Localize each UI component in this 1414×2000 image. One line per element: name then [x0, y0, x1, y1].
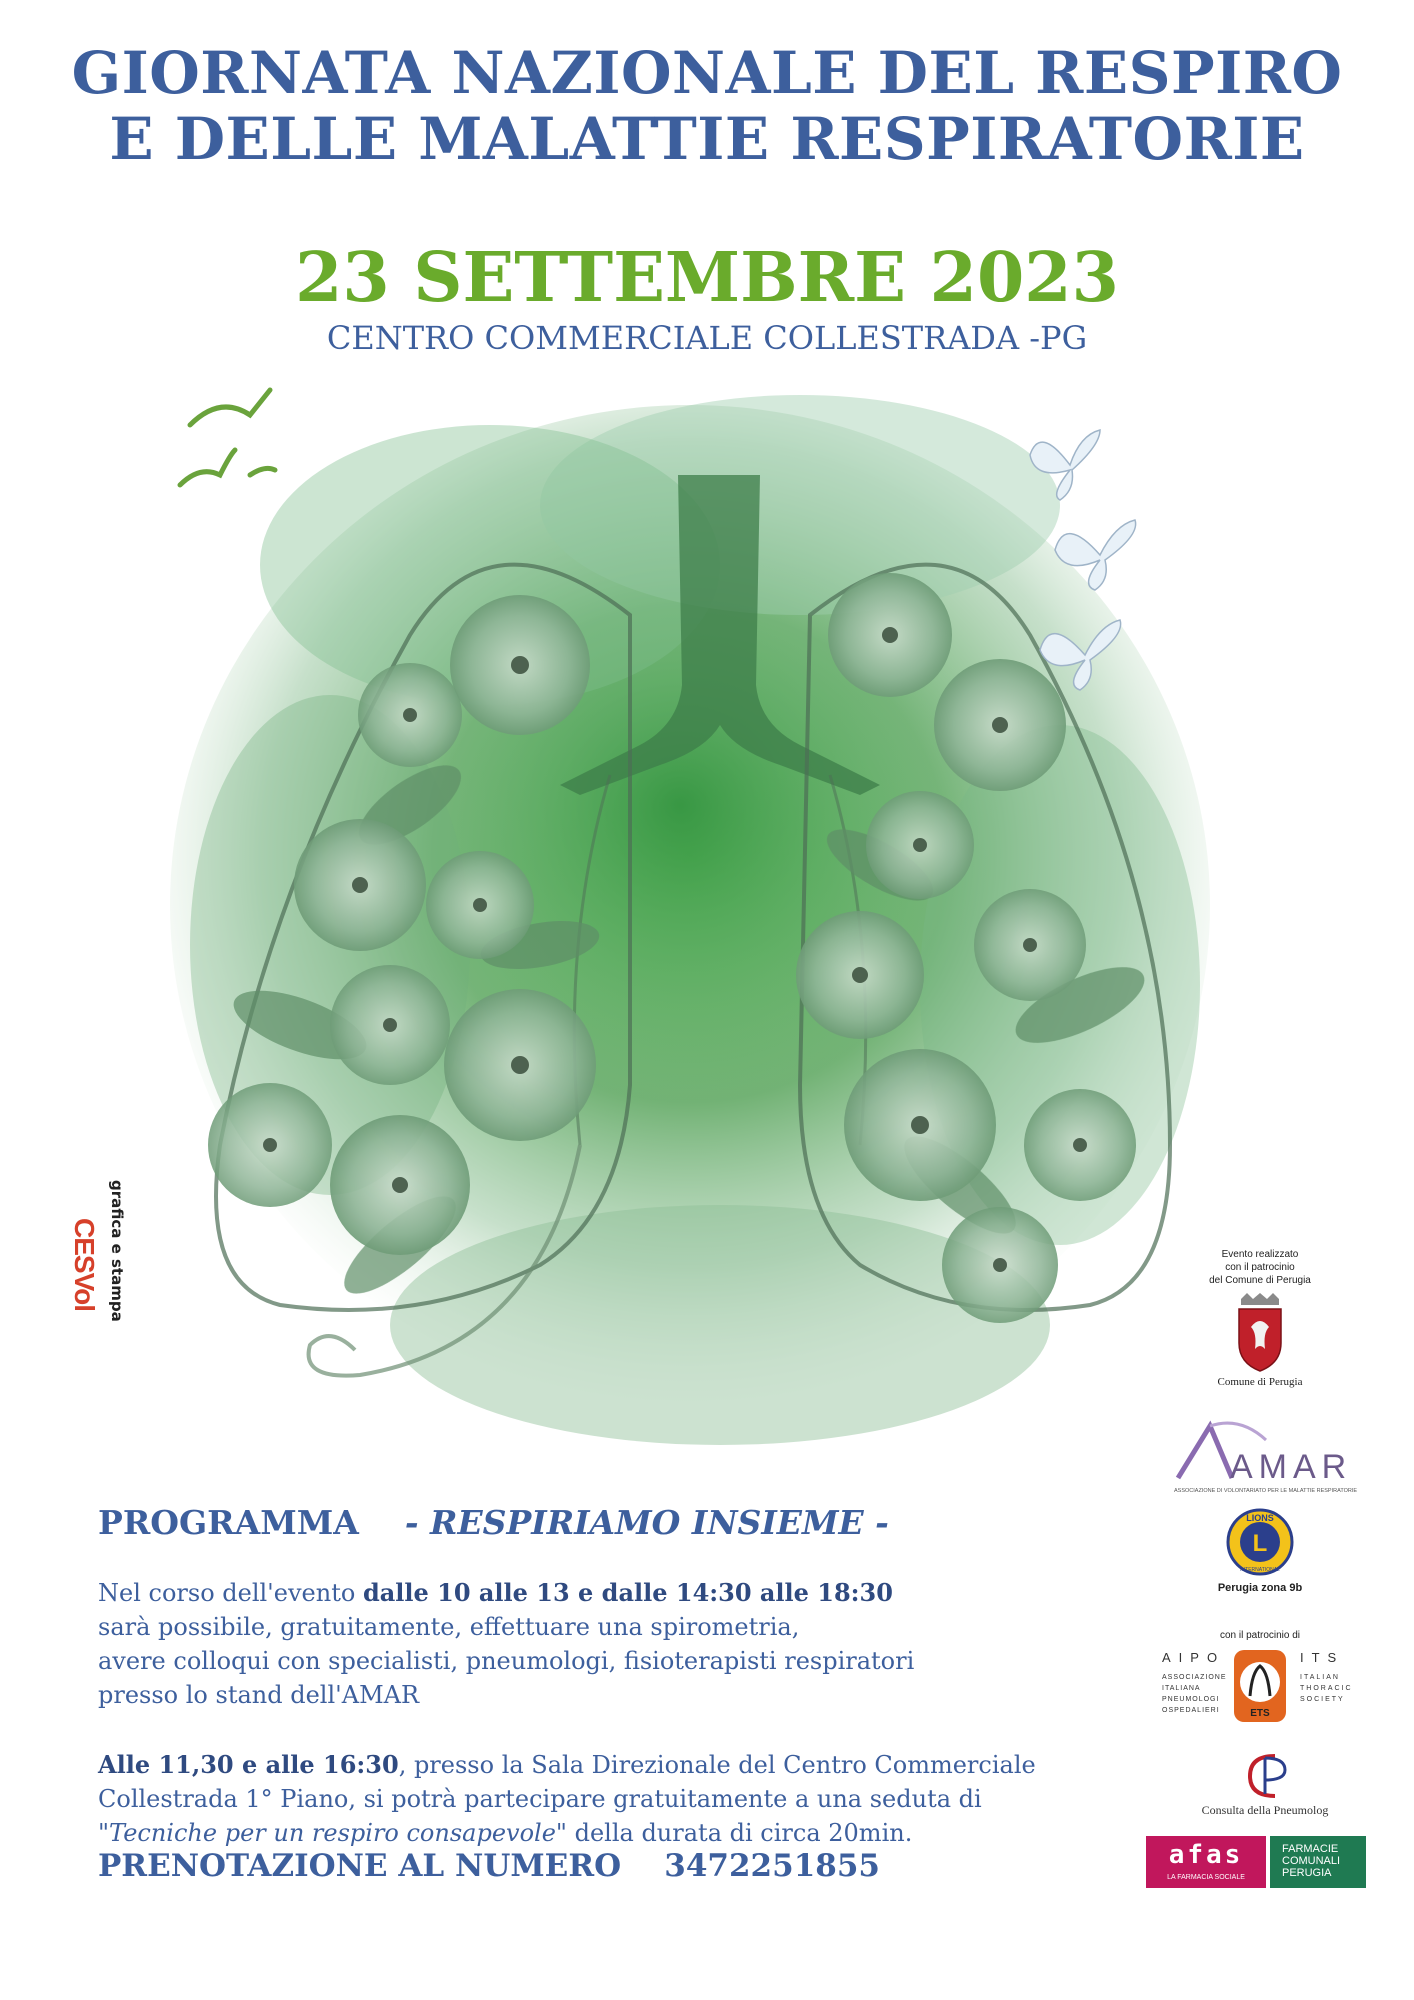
consulta-text: Consulta della Pneumolog — [1201, 1803, 1329, 1817]
amar-subtitle: ASSOCIAZIONE DI VOLONTARIATO PER LE MALATTIE RESPIRATORIE — [1174, 1488, 1358, 1494]
cesvol-credit — [66, 1180, 146, 1360]
lions-label: LIONS — [1246, 1513, 1274, 1523]
birds-icon — [180, 390, 275, 485]
lions-zone-label: Perugia zona 9b — [1217, 1582, 1303, 1594]
its-line-1: ITALIAN — [1300, 1674, 1340, 1681]
comune-perugia-label: Comune di Perugia — [1217, 1376, 1303, 1388]
lungs-illustration — [160, 385, 1220, 1465]
program-paragraph-1 — [98, 1576, 914, 1712]
ets-emblem-icon — [1232, 1648, 1288, 1724]
event-title — [0, 40, 1414, 172]
amar-text: AMAR — [1230, 1448, 1353, 1486]
p1-line-4: presso lo stand dell'AMAR — [98, 1681, 420, 1709]
grafica-stampa-label: grafica e stampa — [108, 1180, 126, 1322]
booking-label: PRENOTAZIONE AL NUMERO — [98, 1848, 622, 1884]
aipo-line-1: ASSOCIAZIONE — [1162, 1674, 1227, 1681]
farmacie-line-2: COMUNALI — [1282, 1855, 1341, 1867]
its-text: ITS — [1300, 1650, 1345, 1665]
patron-line-3: del Comune di Perugia — [1209, 1275, 1311, 1286]
its-line-2: THORACIC — [1300, 1685, 1353, 1692]
p2-line-2: Collestrada 1° Piano, si potrà partecipare gratuitamente a una seduta di — [98, 1785, 982, 1813]
consulta-pneumologia-logo — [1170, 1748, 1360, 1818]
p2-quote-rest: " della durata di circa 20min. — [555, 1819, 913, 1847]
its-subtitle — [1300, 1672, 1353, 1705]
title-line-2: E DELLE MALATTIE RESPIRATORIE — [109, 105, 1305, 173]
its-line-3: SOCIETY — [1300, 1696, 1345, 1703]
aipo-line-4: OSPEDALIERI — [1162, 1707, 1220, 1714]
amar-logo — [1170, 1420, 1360, 1500]
p2-quote-open: " — [98, 1819, 110, 1847]
aipo-its-logo — [1150, 1650, 1370, 1730]
ets-text: ETS — [1250, 1708, 1270, 1719]
afas-logo — [1146, 1836, 1266, 1888]
aipo-text: AIPO — [1162, 1650, 1226, 1665]
patron-line-2: con il patrocinio — [1225, 1262, 1295, 1273]
aipo-line-3: PNEUMOLOGI — [1162, 1696, 1220, 1703]
comune-perugia-crest-icon — [1233, 1293, 1287, 1373]
farmacie-line-1: FARMACIE — [1282, 1843, 1339, 1855]
afas-subtitle: LA FARMACIA SOCIALE — [1167, 1874, 1245, 1881]
lions-logo — [1226, 1508, 1294, 1576]
program-title: PROGRAMMA — [98, 1503, 359, 1542]
farmacie-line-3: PERUGIA — [1282, 1867, 1332, 1879]
p1-times: dalle 10 alle 13 e dalle 14:30 alle 18:30 — [362, 1578, 893, 1607]
aipo-subtitle — [1162, 1672, 1227, 1716]
program-paragraph-2 — [98, 1748, 1036, 1850]
event-date: 23 SETTEMBRE 2023 — [295, 238, 1119, 318]
lions-letter: L — [1252, 1530, 1268, 1557]
p2-rest: , presso la Sala Direzionale del Centro Commerciale — [398, 1751, 1036, 1779]
p2-times: Alle 11,30 e alle 16:30 — [98, 1750, 399, 1779]
booking-number[interactable]: 3472251855 — [664, 1848, 880, 1884]
p1-line-2: sarà possibile, gratuitamente, effettuare una spirometria, — [98, 1613, 800, 1641]
p1-line-3: avere colloqui con specialisti, pneumologi, fisioterapisti respiratori — [98, 1647, 915, 1675]
farmacie-comunali-logo — [1270, 1836, 1366, 1888]
cesvol-logo: CESVol — [69, 1218, 100, 1312]
aipo-line-2: ITALIANA — [1162, 1685, 1201, 1692]
p1-intro: Nel corso dell'evento — [98, 1579, 363, 1607]
patronage-aipo-note: con il patrocinio di — [1219, 1630, 1301, 1641]
event-venue: CENTRO COMMERCIALE COLLESTRADA -PG — [326, 319, 1088, 357]
booking-line — [98, 1848, 880, 1884]
patron-line-1: Evento realizzato — [1221, 1249, 1299, 1260]
lions-ring-text: INTERNATIONAL — [1240, 1567, 1280, 1573]
program-heading — [98, 1503, 889, 1542]
program-subtitle: - RESPIRIAMO INSIEME - — [404, 1503, 889, 1542]
title-line-1: GIORNATA NAZIONALE DEL RESPIRO — [71, 39, 1343, 107]
p2-quote: Tecniche per un respiro consapevole — [109, 1819, 556, 1847]
patronage-note — [1190, 1248, 1330, 1287]
afas-text: afas — [1168, 1840, 1244, 1870]
